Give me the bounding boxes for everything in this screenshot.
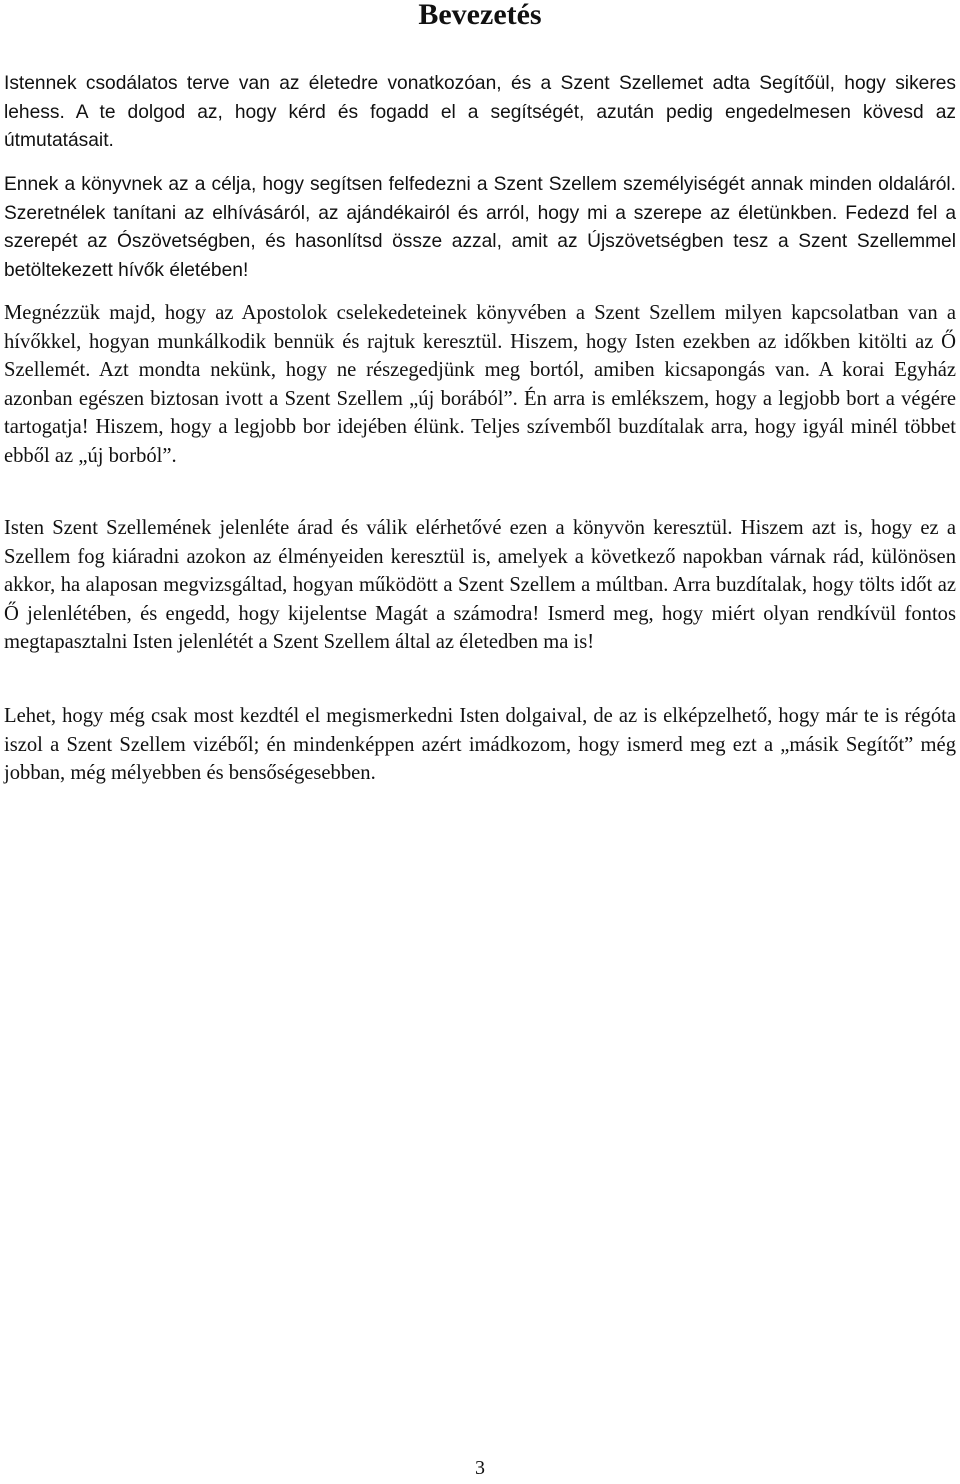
document-page: [4, 0, 956, 1484]
paragraph-book-purpose: Ennek a könyvnek az a célja, hogy segítsen felfedezni a Szent Szellem személyiségét annak minden oldaláról. Szeretnélek tanítani az elhívásáról, az ajándékairól és arról, hogy mi a szerepe az életünkben. Fedezd fel a szerepét az Ószövetségben, és hasonlítsd össze azzal, amit az Újszövetségben tesz a Szent Szellemmel betöltekezett hívők életében!: [4, 174, 956, 281]
page-number: 3: [475, 1457, 485, 1479]
paragraph-closing: Lehet, hogy még csak most kezdtél el megismerkedni Isten dolgaival, de az is elképzelhető, hogy már te is régóta iszol a Szent Szellem vizéből; én mindenképpen azért imádkozom, hogy ismerd meg ezt a „másik Segítőt” még jobban, még mélyebben és bensőségesebben.: [4, 705, 956, 785]
page-title: Bevezetés: [418, 0, 542, 31]
paragraph-presence: Isten Szent Szellemének jelenléte árad és válik elérhetővé ezen a könyvön keresztül. Hiszem azt is, hogy ez a Szellem fog kiáradni azokon az élményeiden keresztül is, amelyek a következő napokban várnak rád, különösen akkor, ha alaposan megvizsgáltad, hogyan működött a Szent Szellem a múltban. Arra buzdítalak, hogy tölts időt az Ő jelenlétében, és engedd, hogy kijelentse Magát a számodra! Ismerd meg, hogy miért olyan rendkívül fontos megtapasztalni Isten jelenlétét a Szent Szellem által az életedben ma is!: [4, 517, 956, 654]
paragraph-acts: Megnézzük majd, hogy az Apostolok cselekedeteinek könyvében a Szent Szellem milyen kapcsolatban van a hívőkkel, hogyan munkálkodik bennük és rajtuk keresztül. Hiszem, hogy Isten ezekben az időkben kitölti az Ő Szellemét. Azt mondta nekünk, hogy ne részegedjünk meg bortól, amiben kicsapongás van. A korai Egyház azonban egészen biztosan ivott a Szent Szellem „új borából”. Én arra is emlékszem, hogy a legjobb bort a végére tartogatja! Hiszem, hogy a legjobb bor idejében élünk. Teljes szívemből buzdítalak arra, hogy igyál minél többet ebből az „új borból”.: [4, 302, 956, 467]
paragraph-intro: Istennek csodálatos terve van az életedre vonatkozóan, és a Szent Szellemet adta Segítőül, hogy sikeres lehess. A te dolgod az, hogy kérd és fogadd el a segítségét, azután pedig engedelmesen kövesd az útmutatásait.: [4, 73, 956, 152]
